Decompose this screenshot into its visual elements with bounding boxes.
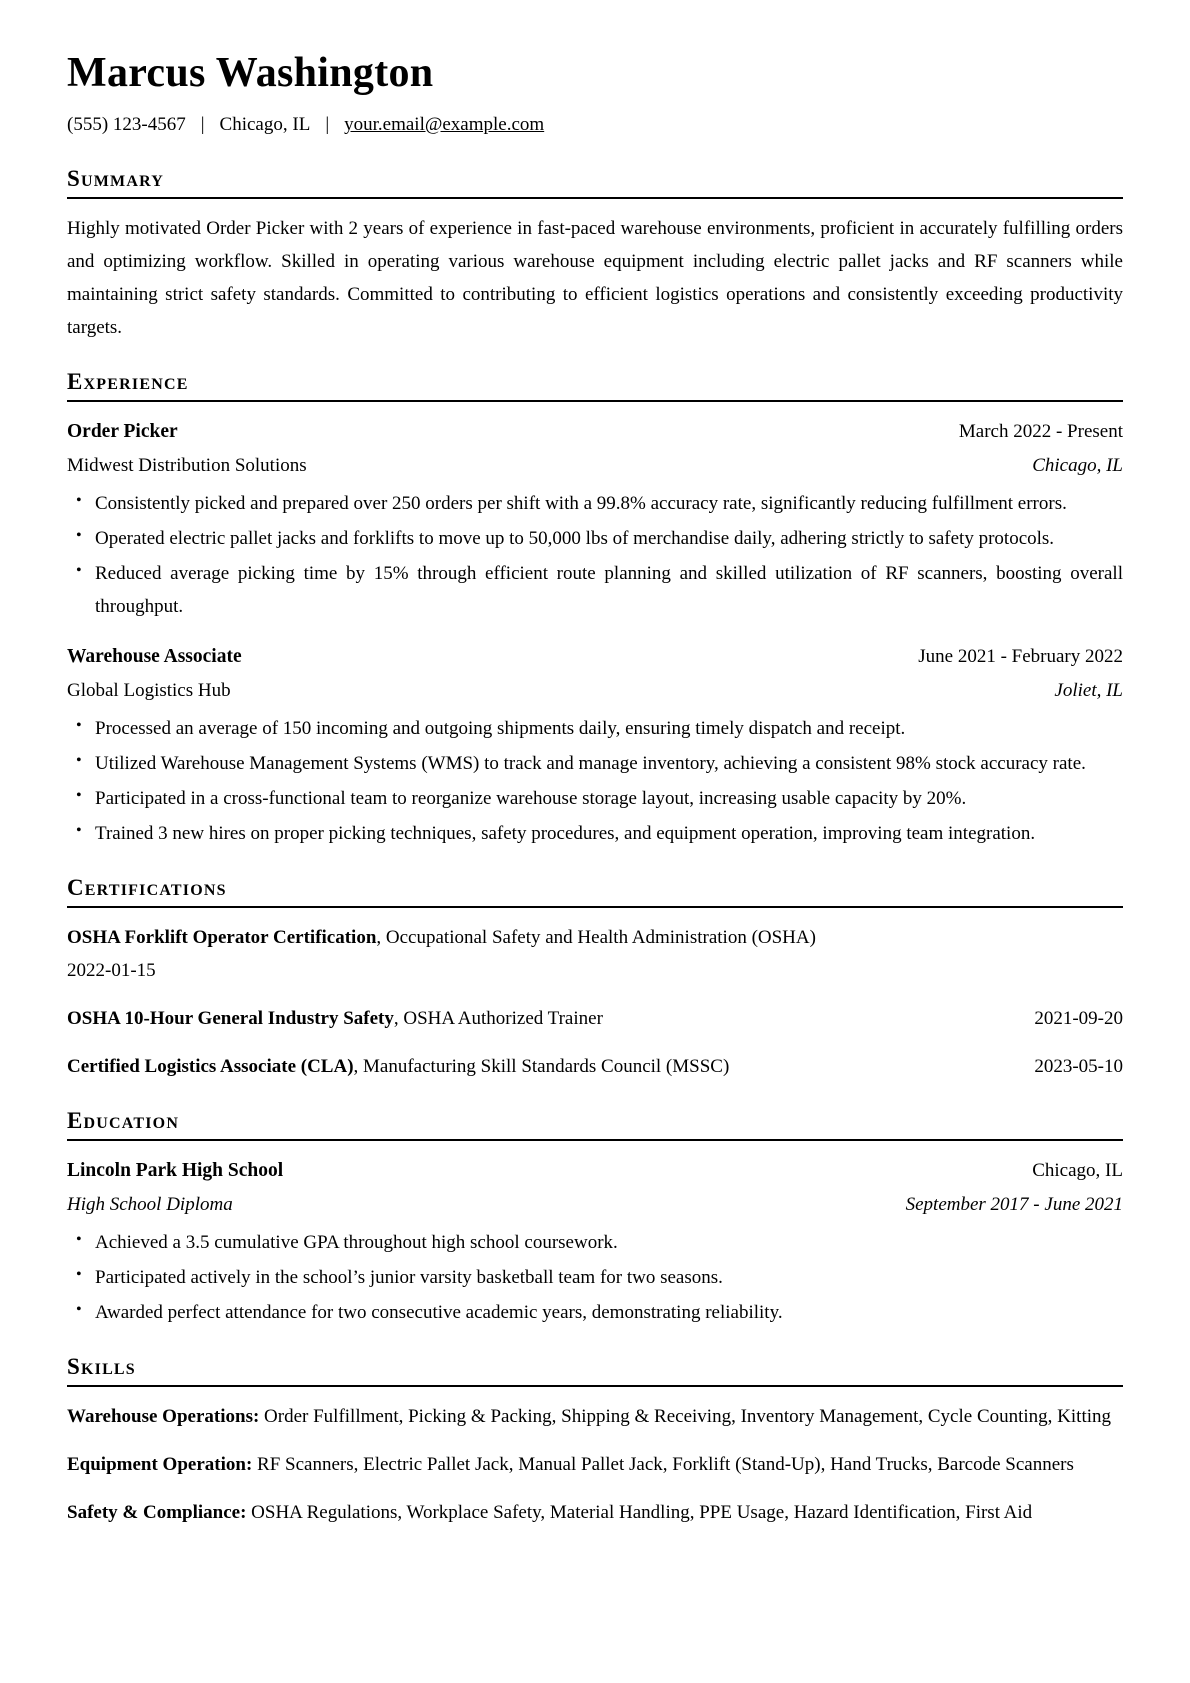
job-company-row: [67, 449, 1123, 482]
job-title: Warehouse Associate: [67, 646, 242, 668]
certification-entry: [67, 1002, 1123, 1035]
certification-issuer: , OSHA Authorized Trainer: [394, 1008, 603, 1029]
contact-separator: |: [325, 114, 330, 136]
certification-entry: [67, 921, 1123, 987]
skill-category-items: RF Scanners, Electric Pallet Jack, Manual Pallet Jack, Forklift (Stand-Up), Hand Trucks, Barcode Scanners: [257, 1453, 1074, 1475]
experience-section-header: [67, 368, 1123, 402]
job-bullet: • Reduced average picking time by 15% through efficient route planning and skilled utilization of RF scanners, boosting overall throughput.: [67, 557, 1123, 623]
certification-name: OSHA Forklift Operator Certification: [67, 926, 377, 948]
section-title-experience: Experience: [67, 369, 189, 395]
education-section-header: [67, 1107, 1123, 1141]
skill-category: [67, 1496, 1123, 1529]
job-bullet: • Consistently picked and prepared over 250 orders per shift with a 99.8% accuracy rate, significantly reducing fulfillment errors.: [67, 487, 1123, 520]
degree-row: [67, 1188, 1123, 1221]
certification-issuer: , Manufacturing Skill Standards Council (MSSC): [354, 1056, 730, 1077]
certification-issuer: , Occupational Safety and Health Administration (OSHA): [376, 927, 816, 948]
certification-name: Certified Logistics Associate (CLA): [67, 1056, 354, 1078]
school-name: Lincoln Park High School: [67, 1159, 284, 1181]
skill-category-items: OSHA Regulations, Workplace Safety, Material Handling, PPE Usage, Hazard Identification, First Aid: [251, 1501, 1033, 1523]
school-dates: September 2017 - June 2021: [905, 1193, 1123, 1215]
education-entry: [67, 1154, 1123, 1329]
job-title: Order Picker: [67, 420, 178, 442]
certification-name: OSHA 10-Hour General Industry Safety: [67, 1008, 394, 1030]
certification-text: [67, 1002, 603, 1035]
location-text: Chicago, IL: [219, 114, 311, 136]
job-entry: [67, 415, 1123, 623]
summary-section-header: [67, 165, 1123, 199]
job-title-row: [67, 640, 1123, 674]
section-certifications: [67, 874, 1123, 1083]
section-summary: [67, 165, 1123, 344]
contact-line: [67, 108, 1123, 141]
skill-category-label: Safety & Compliance:: [67, 1501, 247, 1523]
education-bullet: • Achieved a 3.5 cumulative GPA throughout high school coursework.: [67, 1226, 1123, 1259]
job-bullet-list: [67, 487, 1123, 623]
job-bullet: • Trained 3 new hires on proper picking techniques, safety procedures, and equipment operation, improving team integration.: [67, 817, 1123, 850]
skill-category-items: Order Fulfillment, Picking & Packing, Shipping & Receiving, Inventory Management, Cycle Counting, Kitting: [264, 1405, 1112, 1427]
job-bullet: • Processed an average of 150 incoming and outgoing shipments daily, ensuring timely dispatch and receipt.: [67, 712, 1123, 745]
job-title-row: [67, 415, 1123, 449]
summary-text: Highly motivated Order Picker with 2 years of experience in fast-paced warehouse environments, proficient in accurately fulfilling orders and optimizing workflow. Skilled in operating various warehouse equipment including electric pallet jacks and RF scanners while maintaining strict safety standards. Committed to contributing to efficient logistics operations and consistently exceeding productivity targets.: [67, 217, 1123, 339]
email-link[interactable]: your.email@example.com: [344, 114, 545, 136]
education-bullet: • Awarded perfect attendance for two consecutive academic years, demonstrating reliability.: [67, 1296, 1123, 1329]
job-dates: March 2022 - Present: [958, 420, 1123, 442]
school-title-row: [67, 1154, 1123, 1188]
skill-category: [67, 1400, 1123, 1433]
certification-text: [67, 1050, 729, 1083]
section-education: [67, 1107, 1123, 1329]
certifications-section-header: [67, 874, 1123, 908]
education-bullet-list: [67, 1226, 1123, 1329]
candidate-name: Marcus Washington: [67, 50, 434, 96]
school-location: Chicago, IL: [1032, 1159, 1123, 1181]
job-bullet: • Operated electric pallet jacks and forklifts to move up to 50,000 lbs of merchandise daily, adhering strictly to safety protocols.: [67, 522, 1123, 555]
job-company: Midwest Distribution Solutions: [67, 454, 307, 476]
skill-category-label: Equipment Operation:: [67, 1453, 253, 1475]
job-bullet: • Utilized Warehouse Management Systems (WMS) to track and manage inventory, achieving a consistent 98% stock accuracy rate.: [67, 747, 1123, 780]
job-bullet-list: [67, 712, 1123, 850]
contact-separator: |: [200, 114, 205, 136]
skill-category: [67, 1448, 1123, 1481]
section-title-summary: Summary: [67, 166, 165, 192]
job-company: Global Logistics Hub: [67, 680, 231, 701]
skill-category-label: Warehouse Operations:: [67, 1405, 260, 1427]
skills-section-header: [67, 1353, 1123, 1387]
certification-date: 2021-09-20: [1034, 1008, 1123, 1030]
certification-date: 2023-05-10: [1034, 1056, 1123, 1078]
phone-number: (555) 123-4567: [67, 114, 186, 136]
education-bullet: • Participated actively in the school’s junior varsity basketball team for two seasons.: [67, 1261, 1123, 1294]
section-experience: [67, 368, 1123, 850]
section-title-education: Education: [67, 1108, 180, 1134]
resume-header: [67, 50, 1123, 141]
certification-date: 2022-01-15: [67, 960, 156, 982]
section-title-certifications: Certifications: [67, 875, 227, 901]
certification-entry: [67, 1050, 1123, 1083]
section-skills: [67, 1353, 1123, 1529]
job-location: Joliet, IL: [1054, 680, 1123, 701]
job-bullet: • Participated in a cross-functional team to reorganize warehouse storage layout, increasing usable capacity by 20%.: [67, 782, 1123, 815]
certification-text: [67, 927, 816, 948]
job-entry: [67, 640, 1123, 850]
job-dates: June 2021 - February 2022: [918, 646, 1123, 668]
job-location: Chicago, IL: [1032, 454, 1123, 476]
degree-name: High School Diploma: [67, 1193, 233, 1215]
section-title-skills: Skills: [67, 1354, 136, 1380]
job-company-row: [67, 674, 1123, 707]
